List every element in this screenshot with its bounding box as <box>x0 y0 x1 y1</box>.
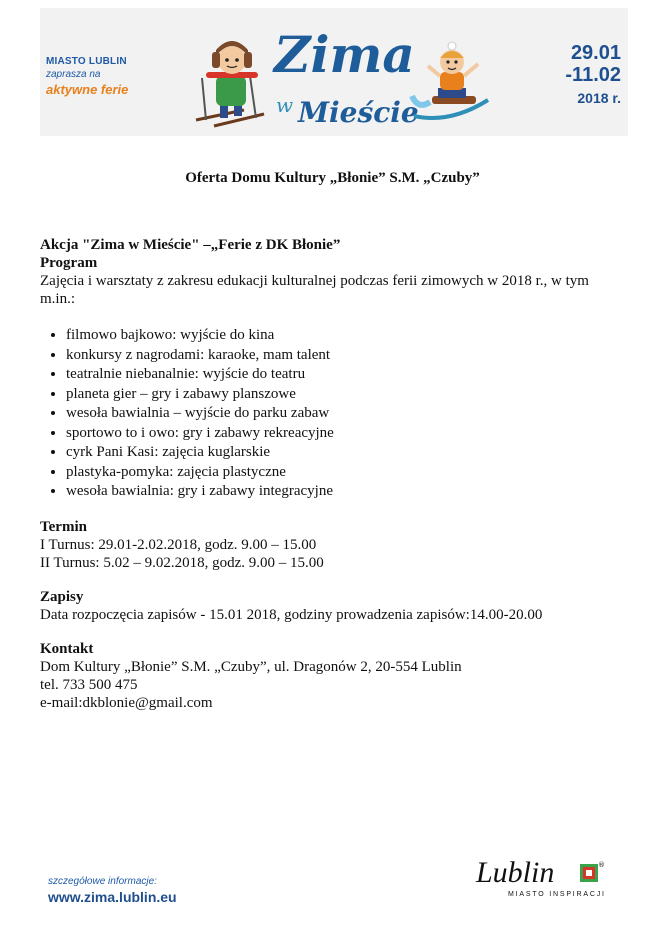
list-item: • wesoła bawialnia: gry i zabawy integracyjne <box>66 482 625 502</box>
list-item: • plastyka-pomyka: zajęcia plastyczne <box>66 463 625 483</box>
list-item: • konkursy z nagrodami: karaoke, mam talent <box>66 346 625 366</box>
zima-w-miescie-logo <box>268 12 419 136</box>
list-item: • cyrk Pani Kasi: zajęcia kuglarskie <box>66 443 625 463</box>
termin-line: I Turnus: 29.01-2.02.2018, godz. 9.00 – 15.00 <box>40 536 317 553</box>
banner-aktywne-ferie: aktywne ferie <box>46 82 129 97</box>
program-heading: Program <box>40 255 98 271</box>
footer-info-label: szczegółowe informacje: <box>48 876 157 887</box>
list-item: • wesoła bawialnia – wyjście do parku zabaw <box>66 404 625 424</box>
list-item: • filmowo bajkowo: wyjście do kina <box>66 326 625 346</box>
program-intro: Zajęcia i warsztaty z zakresu edukacji kulturalnej podczas ferii zimowych w 2018 r., w tym m.in.: <box>40 273 589 307</box>
termin-line: II Turnus: 5.02 – 9.02.2018, godz. 9.00 – 15.00 <box>40 554 324 571</box>
list-item: • sportowo to i owo: gry i zabawy rekreacyjne <box>66 424 625 444</box>
banner-zaprasza: zaprasza na <box>46 69 101 80</box>
kontakt-section <box>40 640 625 712</box>
banner-date-year: 2018 r. <box>577 90 621 106</box>
logo-w-text: w <box>276 93 294 117</box>
lublin-logo-subtitle: MIASTO INSPIRACJI <box>508 891 606 898</box>
list-item: • planeta gier – gry i zabawy planszowe <box>66 385 625 405</box>
zapisy-section <box>40 588 625 624</box>
registered-mark: ® <box>598 861 605 869</box>
footer-url-link[interactable]: www.zima.lublin.eu <box>48 889 177 905</box>
lublin-logo-icon <box>578 860 604 886</box>
logo-miescie-text: Mieście <box>298 96 419 129</box>
banner-date-start: 29.01 <box>570 42 621 64</box>
kontakt-email: e-mail:dkblonie@gmail.com <box>40 694 213 711</box>
kontakt-phone: tel. 733 500 475 <box>40 676 138 693</box>
sled-kid-illustration <box>410 40 492 126</box>
termin-section <box>40 518 625 572</box>
skier-kid-illustration <box>192 34 272 132</box>
action-title: Akcja "Zima w Mieście" –„Ferie z DK Błonie” <box>40 237 341 253</box>
zapisy-heading: Zapisy <box>40 588 84 605</box>
list-item: • teatralnie niebanalnie: wyjście do teatru <box>66 365 625 385</box>
zapisy-line: Data rozpoczęcia zapisów - 15.01 2018, godziny prowadzenia zapisów:14.00-20.00 <box>40 606 543 623</box>
banner-date-end: -11.02 <box>565 64 621 86</box>
logo-zima-text: Zima <box>274 25 415 84</box>
kontakt-address: Dom Kultury „Błonie” S.M. „Czuby”, ul. Dragonów 2, 20-554 Lublin <box>40 658 462 675</box>
program-list <box>40 326 625 502</box>
offer-title: Oferta Domu Kultury „Błonie” S.M. „Czuby” <box>185 170 480 186</box>
kontakt-heading: Kontakt <box>40 640 94 657</box>
banner-miasto-lublin: MIASTO LUBLIN <box>46 56 127 67</box>
lublin-logo-word: Lublin <box>476 856 555 889</box>
termin-heading: Termin <box>40 518 87 535</box>
document-body <box>40 236 625 712</box>
